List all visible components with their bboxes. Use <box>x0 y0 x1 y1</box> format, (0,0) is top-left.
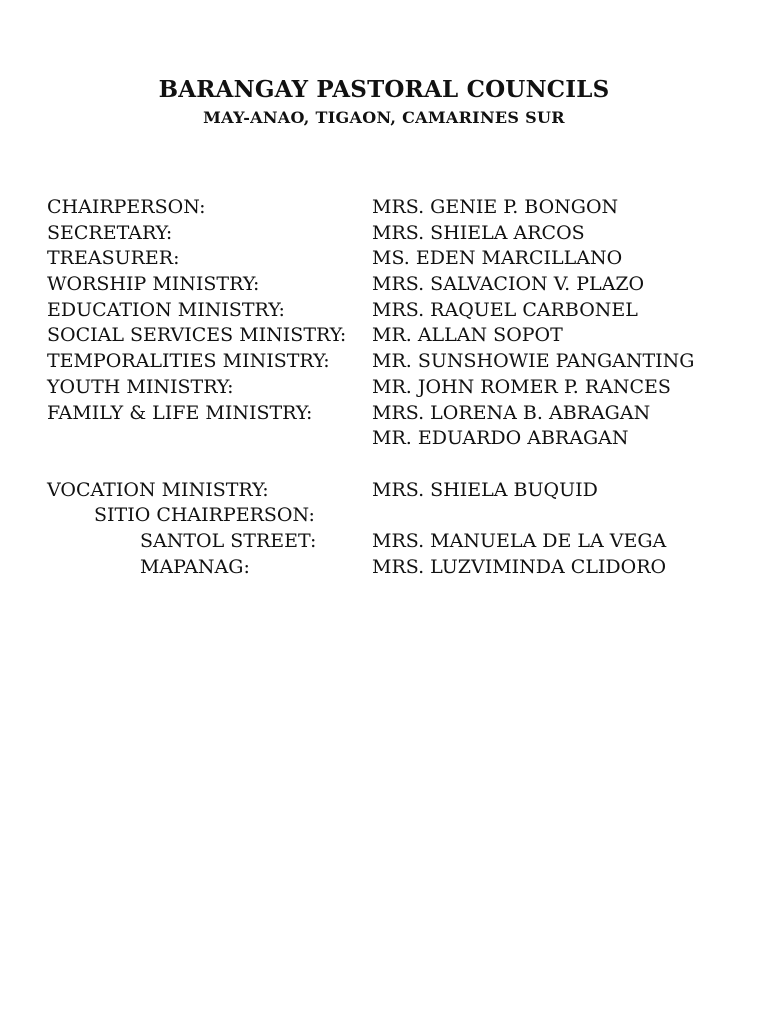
role-label: CHAIRPERSON: <box>47 196 206 218</box>
member-name: MRS. GENIE P. BONGON <box>372 196 619 218</box>
roster-row-youth-ministry <box>47 375 747 401</box>
member-name: MRS. SHIELA BUQUID <box>372 478 598 501</box>
roster-row-family-life-ministry-2 <box>47 426 747 452</box>
role-label: MAPANAG: <box>140 555 250 578</box>
member-name: MR. JOHN ROMER P. RANCES <box>372 375 671 398</box>
role-label: VOCATION MINISTRY: <box>47 478 269 501</box>
document-subtitle: MAY-ANAO, TIGAON, CAMARINES SUR <box>203 108 565 127</box>
roster-row-vocation-ministry <box>47 478 747 504</box>
roster-row-worship-ministry <box>47 272 747 298</box>
role-label: WORSHIP MINISTRY: <box>47 273 260 296</box>
roster-row-temporalities-ministry <box>47 349 747 375</box>
roster-row-secretary <box>47 221 747 247</box>
roster-row-sitio-chairperson <box>47 503 747 529</box>
member-name: MS. EDEN MARCILLANO <box>372 247 623 270</box>
roster-row-education-ministry <box>47 298 747 324</box>
member-name: MRS. SALVACION V. PLAZO <box>372 273 645 296</box>
member-name: MRS. LUZVIMINDA CLIDORO <box>372 555 667 578</box>
member-name: MR. EDUARDO ABRAGAN <box>372 427 629 450</box>
role-label: SOCIAL SERVICES MINISTRY: <box>47 324 347 347</box>
member-name: MRS. LORENA B. ABRAGAN <box>372 401 651 424</box>
member-name: MR. SUNSHOWIE PANGANTING <box>372 350 695 373</box>
role-label: TREASURER: <box>47 247 180 270</box>
role-label: SECRETARY: <box>47 221 173 244</box>
roster-row-treasurer <box>47 246 747 272</box>
document-title: BARANGAY PASTORAL COUNCILS <box>158 76 610 103</box>
roster-spacer <box>47 452 747 478</box>
member-name: MRS. RAQUEL CARBONEL <box>372 298 638 321</box>
roster-row-family-life-ministry <box>47 401 747 427</box>
role-label: SITIO CHAIRPERSON: <box>94 504 315 527</box>
member-name: MRS. MANUELA DE LA VEGA <box>372 529 667 552</box>
member-name: MR. ALLAN SOPOT <box>372 324 563 347</box>
role-label: TEMPORALITIES MINISTRY: <box>47 350 330 373</box>
role-label: FAMILY & LIFE MINISTRY: <box>47 401 313 424</box>
role-label: YOUTH MINISTRY: <box>47 375 234 398</box>
roster-row-santol-street <box>47 529 747 555</box>
roster-row-social-services-ministry <box>47 323 747 349</box>
roster-row-chairperson <box>47 195 747 221</box>
council-roster <box>47 195 747 580</box>
role-label: EDUCATION MINISTRY: <box>47 298 285 321</box>
member-name: MRS. SHIELA ARCOS <box>372 221 585 244</box>
roster-row-mapanag <box>47 555 747 581</box>
role-label: SANTOL STREET: <box>140 529 317 552</box>
